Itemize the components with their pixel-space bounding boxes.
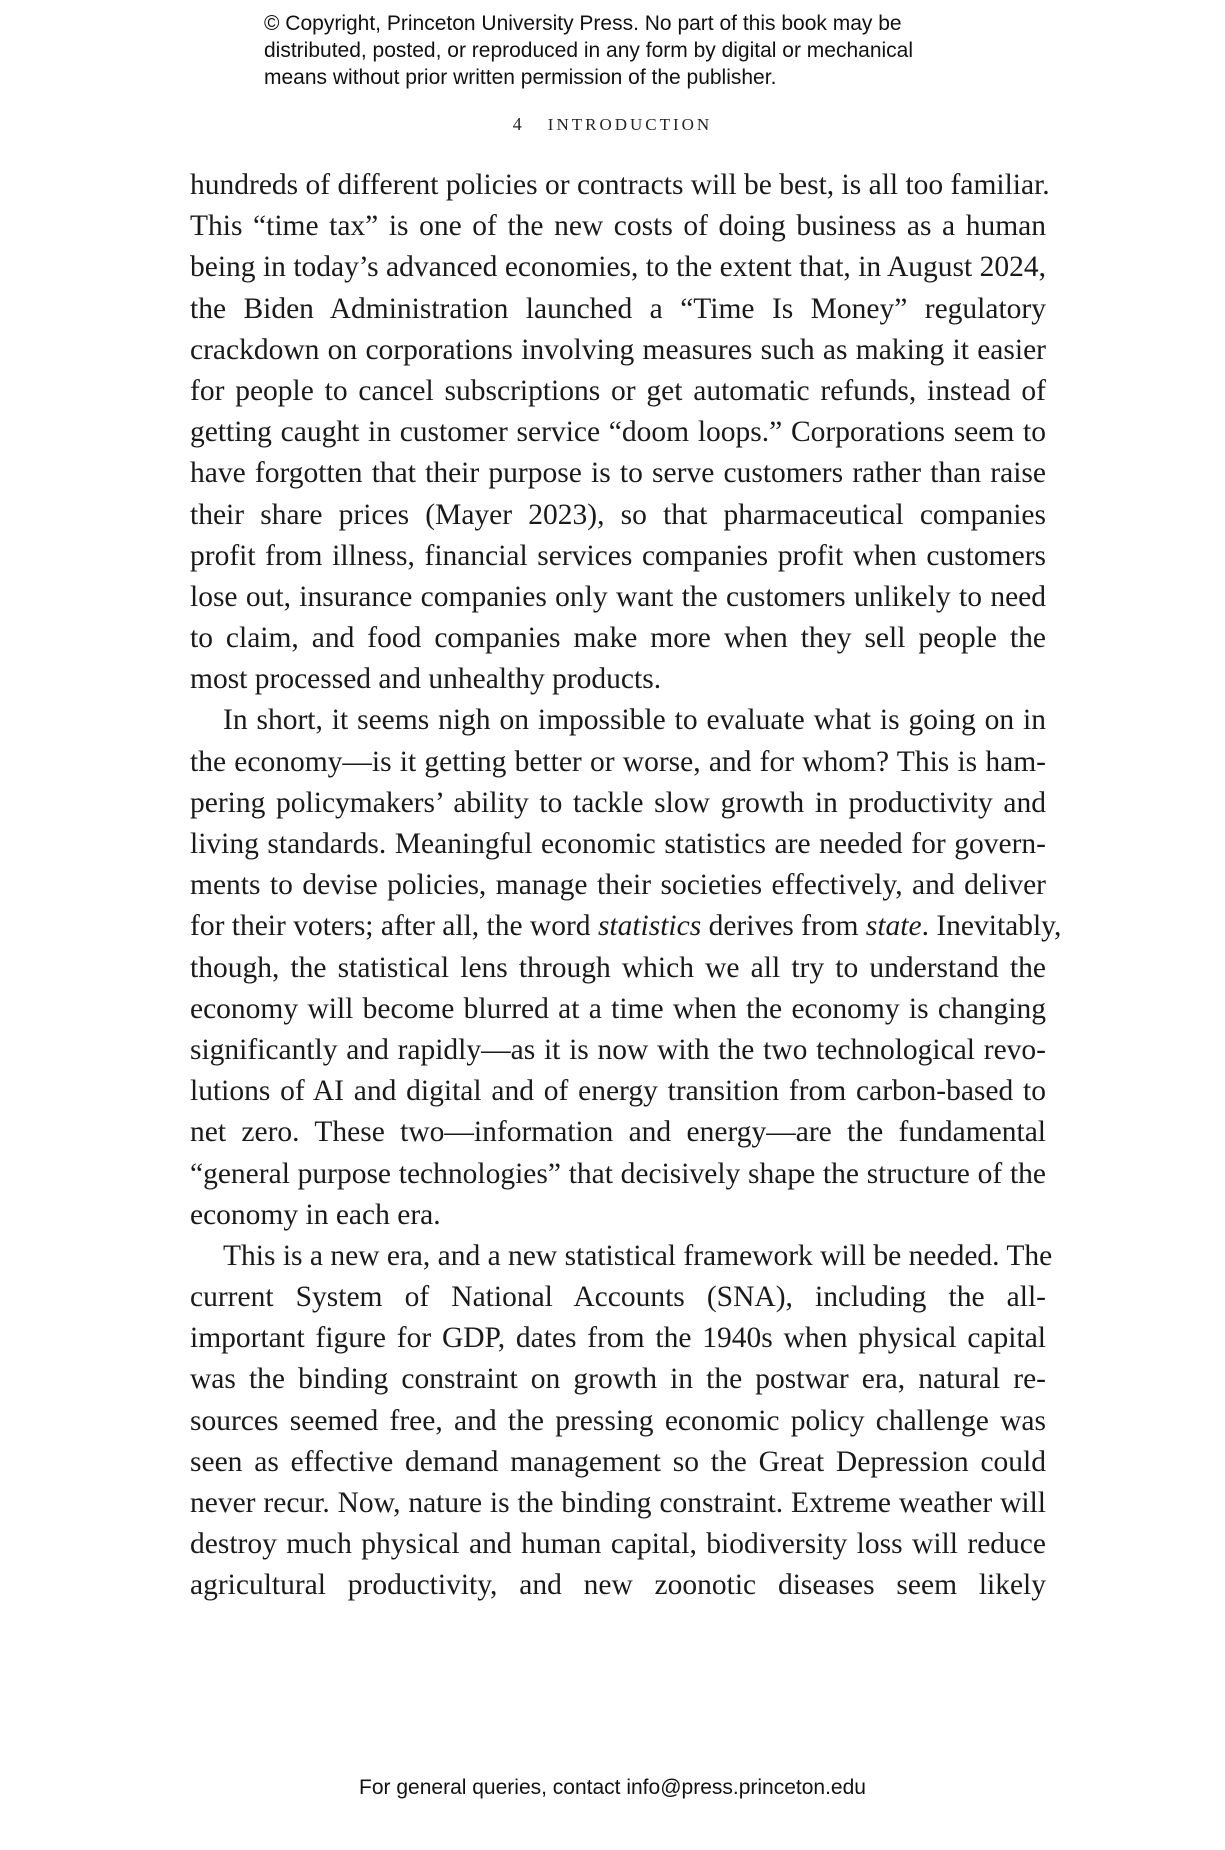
text-line: lose out, insurance companies only want the customers unlikely to need	[190, 580, 1046, 613]
text-line: hundreds of different policies or contracts will be best, is all too familiar.	[190, 169, 1050, 201]
text-line: to claim, and food companies make more when they sell people the	[190, 622, 1046, 655]
text-line: was the binding constraint on growth in the postwar era, natural re-	[190, 1363, 1046, 1396]
text-line: sources seemed free, and the pressing economic policy challenge was	[190, 1404, 1046, 1437]
text-line: destroy much physical and human capital, biodiversity loss will reduce	[190, 1528, 1046, 1561]
body-text	[190, 165, 1062, 1607]
text-line: crackdown on corporations involving measures such as making it easier	[190, 333, 1046, 366]
text-line: most processed and unhealthy products.	[190, 663, 662, 696]
text-line-with-italics	[190, 906, 1062, 947]
paragraph	[190, 165, 1050, 700]
text-line: never recur. Now, nature is the binding constraint. Extreme weather will	[190, 1487, 1046, 1519]
copyright-notice	[264, 10, 1024, 91]
text-line: living standards. Meaningful economic statistics are needed for govern-	[190, 828, 1046, 860]
text-run: for their voters; after all, the word	[190, 910, 598, 943]
text-run: derives from	[701, 910, 866, 943]
footer-contact: For general queries, contact info@press.princeton.edu	[359, 1776, 866, 1799]
text-line: have forgotten that their purpose is to serve customers rather than raise	[190, 457, 1046, 490]
text-line: economy in each era.	[190, 1198, 441, 1231]
text-line: lutions of AI and digital and of energy transition from carbon-based to	[190, 1075, 1046, 1108]
text-line: though, the statistical lens through which we all try to understand the	[190, 951, 1046, 984]
text-line: pering policymakers’ ability to tackle slow growth in productivity and	[190, 786, 1046, 819]
text-line: ments to devise policies, manage their societies effectively, and deliver	[190, 869, 1046, 902]
text-line: important figure for GDP, dates from the 1940s when physical capital	[190, 1322, 1046, 1355]
text-line: agricultural productivity, and new zoonotic diseases seem likely	[190, 1569, 1046, 1602]
text-line: “general purpose technologies” that decisively shape the structure of the	[190, 1157, 1046, 1190]
text-line: This “time tax” is one of the new costs of doing business as a human	[190, 210, 1046, 243]
italic-term: state	[865, 910, 922, 943]
section-title: INTRODUCTION	[547, 115, 713, 134]
copyright-line: © Copyright, Princeton University Press. No part of this book may be	[264, 12, 902, 35]
text-line: getting caught in customer service “doom loops.” Corporations seem to	[190, 416, 1046, 449]
copyright-line: distributed, posted, or reproduced in any form by digital or mechanical	[264, 39, 914, 62]
text-line: seen as effective demand management so the Great Depression could	[190, 1445, 1046, 1478]
running-head	[0, 114, 1225, 135]
text-line: profit from illness, financial services companies profit when customers	[190, 539, 1046, 572]
text-line: significantly and rapidly—as it is now with the two technological revo-	[190, 1033, 1046, 1066]
italic-term: statistics	[597, 910, 702, 943]
text-line: current System of National Accounts (SNA), including the all-	[190, 1281, 1046, 1314]
text-line: net zero. These two—information and energy—are the fundamental	[190, 1116, 1046, 1149]
text-line: This is a new era, and a new statistical framework will be needed. The	[223, 1239, 1053, 1272]
text-line: being in today’s advanced economies, to the extent that, in August 2024,	[190, 251, 1046, 284]
paragraph	[190, 1236, 1053, 1607]
text-line: the Biden Administration launched a “Time Is Money” regulatory	[190, 292, 1046, 325]
text-line: economy will become blurred at a time when the economy is changing	[190, 992, 1046, 1025]
text-line: In short, it seems nigh on impossible to evaluate what is going on in	[223, 704, 1046, 737]
text-line: their share prices (Mayer 2023), so that pharmaceutical companies	[190, 498, 1046, 531]
text-line: the economy—is it getting better or worse, and for whom? This is ham-	[190, 745, 1046, 778]
copyright-line: means without prior written permission of the publisher.	[264, 66, 777, 89]
text-line: for people to cancel subscriptions or get automatic refunds, instead of	[190, 374, 1046, 407]
paragraph	[190, 700, 1062, 1235]
text-run: . Inevitably,	[921, 910, 1062, 943]
page-number: 4	[512, 114, 522, 134]
